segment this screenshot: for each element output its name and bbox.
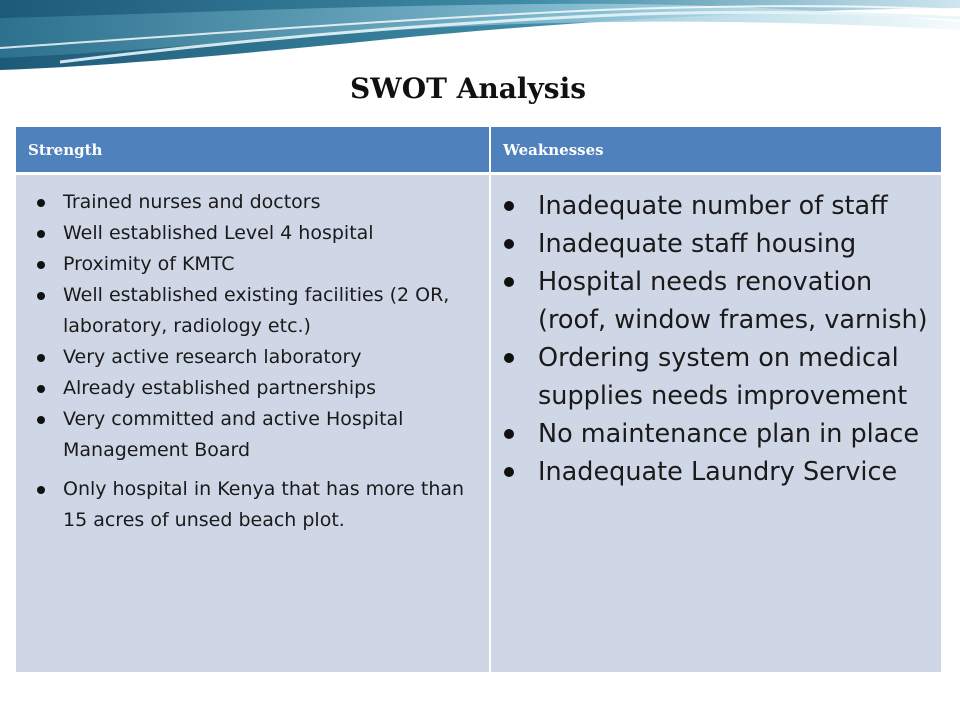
- list-item: [37, 342, 480, 373]
- table-header-row: [16, 127, 941, 174]
- list-item: [37, 218, 480, 249]
- list-item-text: Inadequate number of staff: [538, 191, 888, 221]
- table-row: [16, 174, 941, 673]
- list-item: [504, 187, 936, 225]
- list-item: [37, 373, 480, 404]
- list-item-text: Very committed and active Hospital Management Board: [63, 408, 404, 461]
- bullet-icon: [504, 239, 514, 249]
- bullet-icon: [504, 467, 514, 477]
- list-item: [504, 339, 936, 415]
- list-item-text: Only hospital in Kenya that has more than 15 acres of unsed beach plot.: [63, 478, 465, 531]
- list-item: [37, 187, 480, 218]
- strength-cell: [16, 174, 490, 673]
- list-item: [504, 415, 936, 453]
- list-item: [37, 249, 480, 280]
- bullet-icon: [37, 354, 45, 362]
- list-item-text: Well established existing facilities (2 OR, laboratory, radiology etc.): [63, 284, 450, 337]
- list-item-text: Trained nurses and doctors: [63, 191, 321, 213]
- weaknesses-cell: [490, 174, 941, 673]
- list-item-text: Ordering system on medical supplies needs improvement: [538, 343, 908, 411]
- list-item-text: Inadequate Laundry Service: [538, 457, 898, 487]
- list-item: [504, 263, 936, 339]
- weaknesses-list: [492, 176, 940, 491]
- header-banner-graphic: [0, 0, 960, 78]
- strength-list: [17, 176, 488, 536]
- list-item-text: Proximity of KMTC: [63, 253, 235, 275]
- bullet-icon: [504, 429, 514, 439]
- list-item-text: Already established partnerships: [63, 377, 377, 399]
- list-item: [37, 474, 480, 536]
- list-item-text: Inadequate staff housing: [538, 229, 857, 259]
- bullet-icon: [37, 199, 45, 207]
- bullet-icon: [37, 230, 45, 238]
- bullet-icon: [37, 385, 45, 393]
- bullet-icon: [37, 486, 45, 494]
- slide-title: SWOT Analysis: [350, 72, 586, 105]
- bullet-icon: [504, 353, 514, 363]
- bullet-icon: [504, 201, 514, 211]
- bullet-icon: [504, 277, 514, 287]
- bullet-icon: [37, 292, 45, 300]
- bullet-icon: [37, 261, 45, 269]
- list-item: [504, 453, 936, 491]
- list-item-text: Hospital needs renovation (roof, window frames, varnish): [538, 267, 928, 335]
- list-item-text: Very active research laboratory: [63, 346, 362, 368]
- list-item-text: No maintenance plan in place: [538, 419, 920, 449]
- list-item: [504, 225, 936, 263]
- bullet-icon: [37, 416, 45, 424]
- swot-table: [16, 127, 941, 672]
- strength-header: Strength: [16, 127, 490, 174]
- list-item-text: Well established Level 4 hospital: [63, 222, 374, 244]
- list-item: [37, 404, 480, 466]
- list-item: [37, 280, 480, 342]
- weaknesses-header: Weaknesses: [490, 127, 941, 174]
